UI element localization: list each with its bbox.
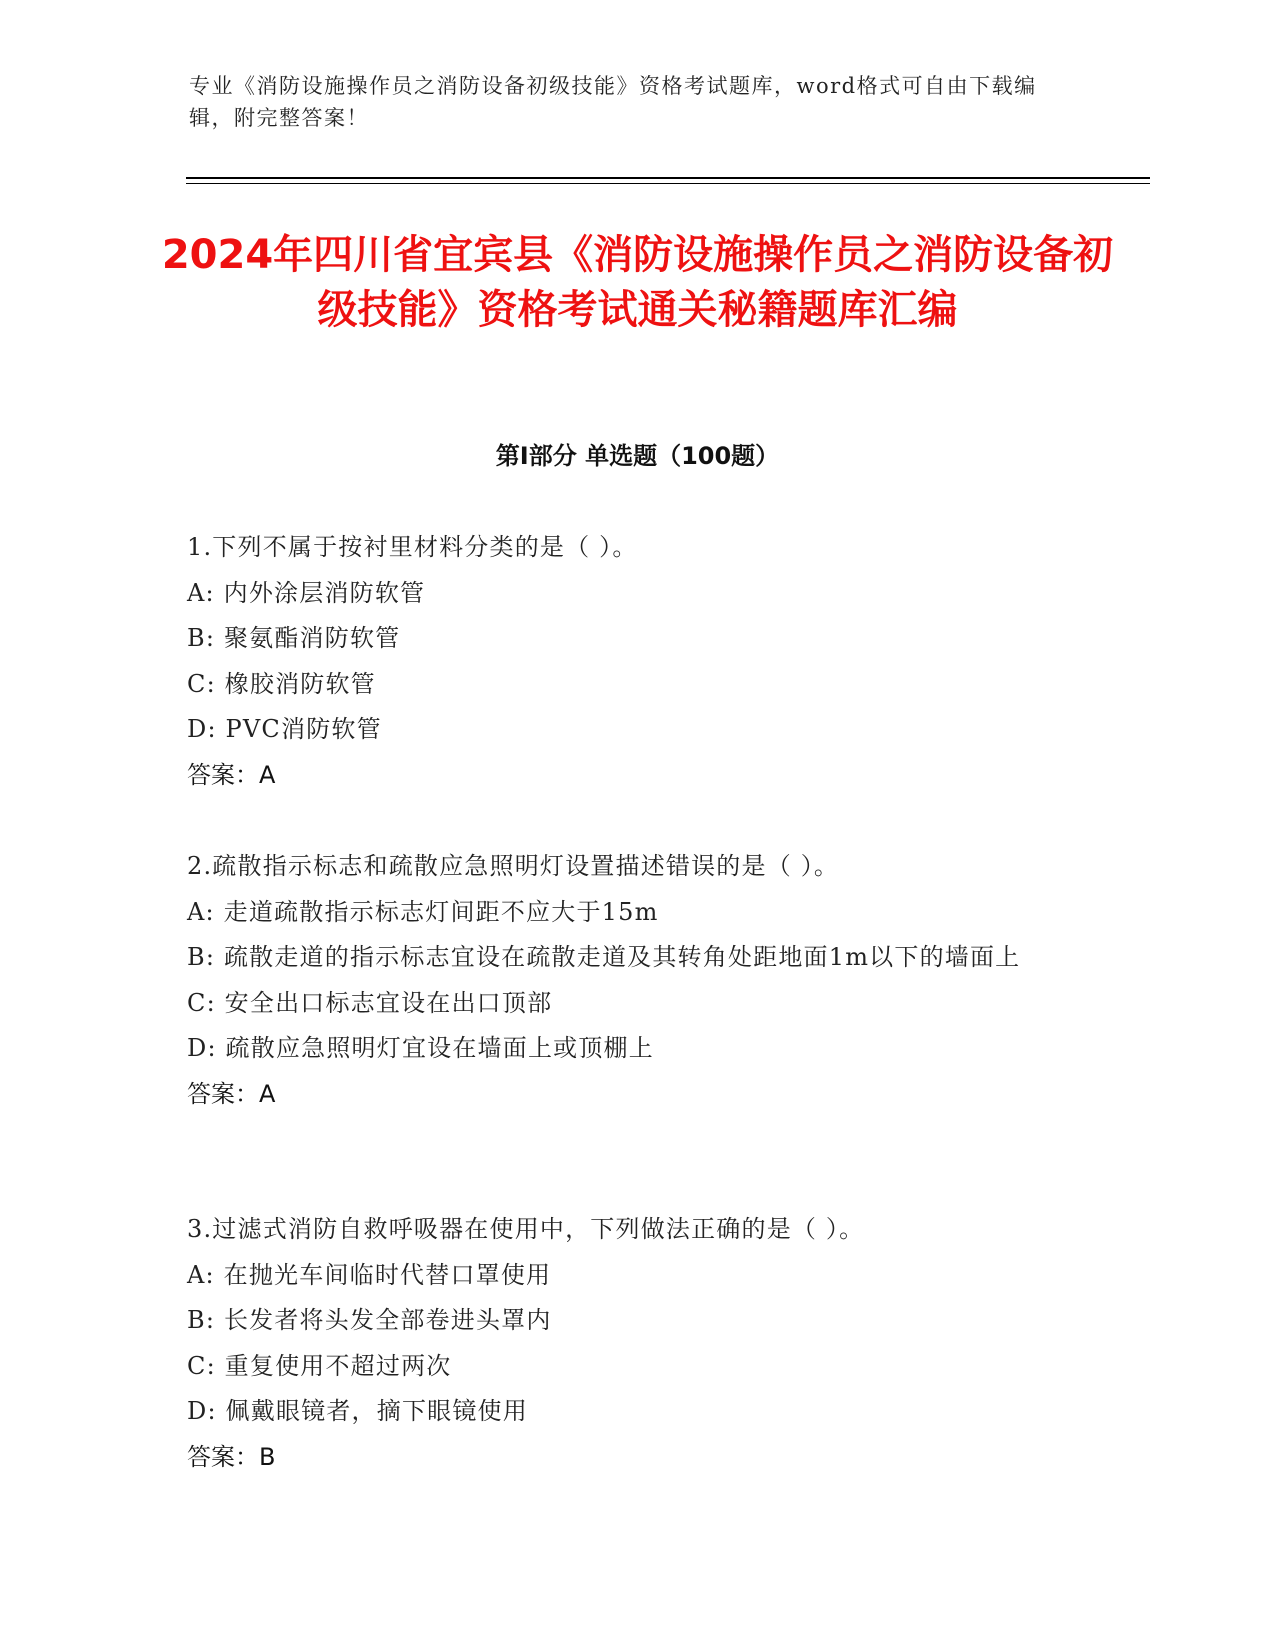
- option-c: C: 橡胶消防软管: [187, 669, 376, 698]
- option-a: A: 在抛光车间临时代替口罩使用: [187, 1260, 552, 1289]
- option-b: B: 聚氨酯消防软管: [187, 624, 401, 652]
- option-a: A: 走道疏散指示标志灯间距不应大于15m: [187, 897, 659, 926]
- answer: 答案：B: [187, 1442, 276, 1471]
- question-stem: 2.疏散指示标志和疏散应急照明灯设置描述错误的是（ ）。: [187, 852, 840, 880]
- option-b: B: 疏散走道的指示标志宜设在疏散走道及其转角处距地面1m以下的墙面上: [187, 943, 1021, 971]
- option-c: C: 安全出口标志宜设在出口顶部: [187, 988, 553, 1017]
- question-stem: 3.过滤式消防自救呼吸器在使用中，下列做法正确的是（ ）。: [187, 1215, 865, 1243]
- option-d: D: 佩戴眼镜者，摘下眼镜使用: [187, 1397, 528, 1425]
- question-2: [187, 844, 1067, 1117]
- question-3: [187, 1207, 1067, 1480]
- option-a: A: 内外涂层消防软管: [187, 578, 426, 607]
- document-title: 2024年四川省宜宾县《消防设施操作员之消防设备初级技能》资格考试通关秘籍题库汇编: [161, 232, 1114, 333]
- option-b: B: 长发者将头发全部卷进头罩内: [187, 1306, 552, 1334]
- question-1: [187, 525, 1067, 798]
- section-title: 第I部分 单选题（100题）: [495, 442, 780, 470]
- option-d: D: 疏散应急照明灯宜设在墙面上或顶棚上: [187, 1034, 654, 1062]
- question-stem: 1.下列不属于按衬里材料分类的是（ ）。: [187, 533, 638, 561]
- answer: 答案：A: [187, 1079, 276, 1108]
- option-d: D: PVC消防软管: [187, 715, 382, 743]
- document-header-note: 专业《消防设施操作员之消防设备初级技能》资格考试题库，word格式可自由下载编辑，附完整答案！: [189, 74, 1037, 130]
- answer: 答案：A: [187, 760, 276, 789]
- header-divider-thick: [186, 177, 1150, 179]
- option-c: C: 重复使用不超过两次: [187, 1351, 452, 1380]
- header-divider-thin: [186, 183, 1150, 184]
